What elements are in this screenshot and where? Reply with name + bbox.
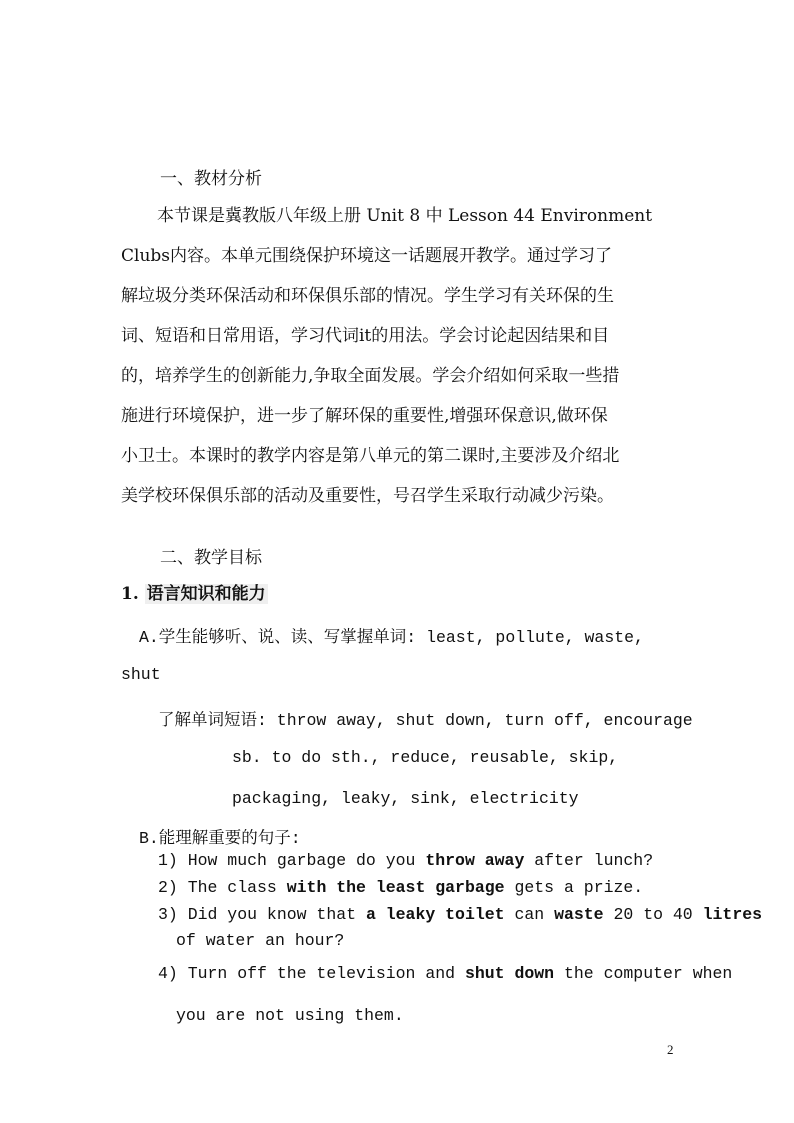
sentence-4: 4) Turn off the television and shut down the computer when — [158, 964, 733, 983]
sentence-4-continued: you are not using them. — [176, 1006, 404, 1025]
section-heading-textbook-analysis: 一、教材分析 — [160, 169, 262, 189]
sentence-3-continued: of water an hour? — [176, 931, 345, 950]
part-b-label: B.能理解重要的句子: — [139, 829, 301, 848]
phrases-line: packaging, leaky, sink, electricity — [232, 789, 579, 808]
sentence-2: 2) The class with the least garbage gets a prize. — [158, 878, 644, 897]
section-heading-teaching-objectives: 二、教学目标 — [160, 548, 262, 568]
paragraph-line: 美学校环保俱乐部的活动及重要性，号召学生采取行动减少污染。 — [121, 486, 614, 506]
part-a-vocabulary-line: A.学生能够听、说、读、写掌握单词: least, pollute, waste, — [139, 628, 644, 647]
paragraph-line: 本节课是冀教版八年级上册 Unit 8 中 Lesson 44 Environment — [157, 206, 653, 226]
subsection-number: 1. — [121, 584, 139, 604]
paragraph-line: Clubs内容。本单元围绕保护环境这一话题展开教学。通过学习了 — [121, 246, 612, 266]
subsection-heading-language-knowledge — [121, 579, 268, 604]
phrases-line: 了解单词短语: throw away, shut down, turn off, encourage — [158, 711, 693, 730]
paragraph-line: 的，培养学生的创新能力,争取全面发展。学会介绍如何采取一些措 — [121, 366, 620, 386]
paragraph-line: 解垃圾分类环保活动和环保俱乐部的情况。学生学习有关环保的生 — [121, 286, 614, 306]
page-number: 2 — [667, 1042, 674, 1057]
part-a-vocabulary-continued: shut — [121, 665, 161, 684]
sentence-3: 3) Did you know that a leaky toilet can waste 20 to 40 litres — [158, 905, 763, 924]
paragraph-line: 小卫士。本课时的教学内容是第八单元的第二课时,主要涉及介绍北 — [121, 446, 620, 466]
paragraph-line: 施进行环境保护，进一步了解环保的重要性,增强环保意识,做环保 — [121, 406, 608, 426]
sentence-1: 1) How much garbage do you throw away after lunch? — [158, 851, 654, 870]
paragraph-line: 词、短语和日常用语，学习代词it的用法。学会讨论起因结果和目 — [121, 326, 610, 346]
phrases-line: sb. to do sth., reduce, reusable, skip, — [232, 748, 619, 767]
subsection-title: 语言知识和能力 — [146, 584, 266, 604]
